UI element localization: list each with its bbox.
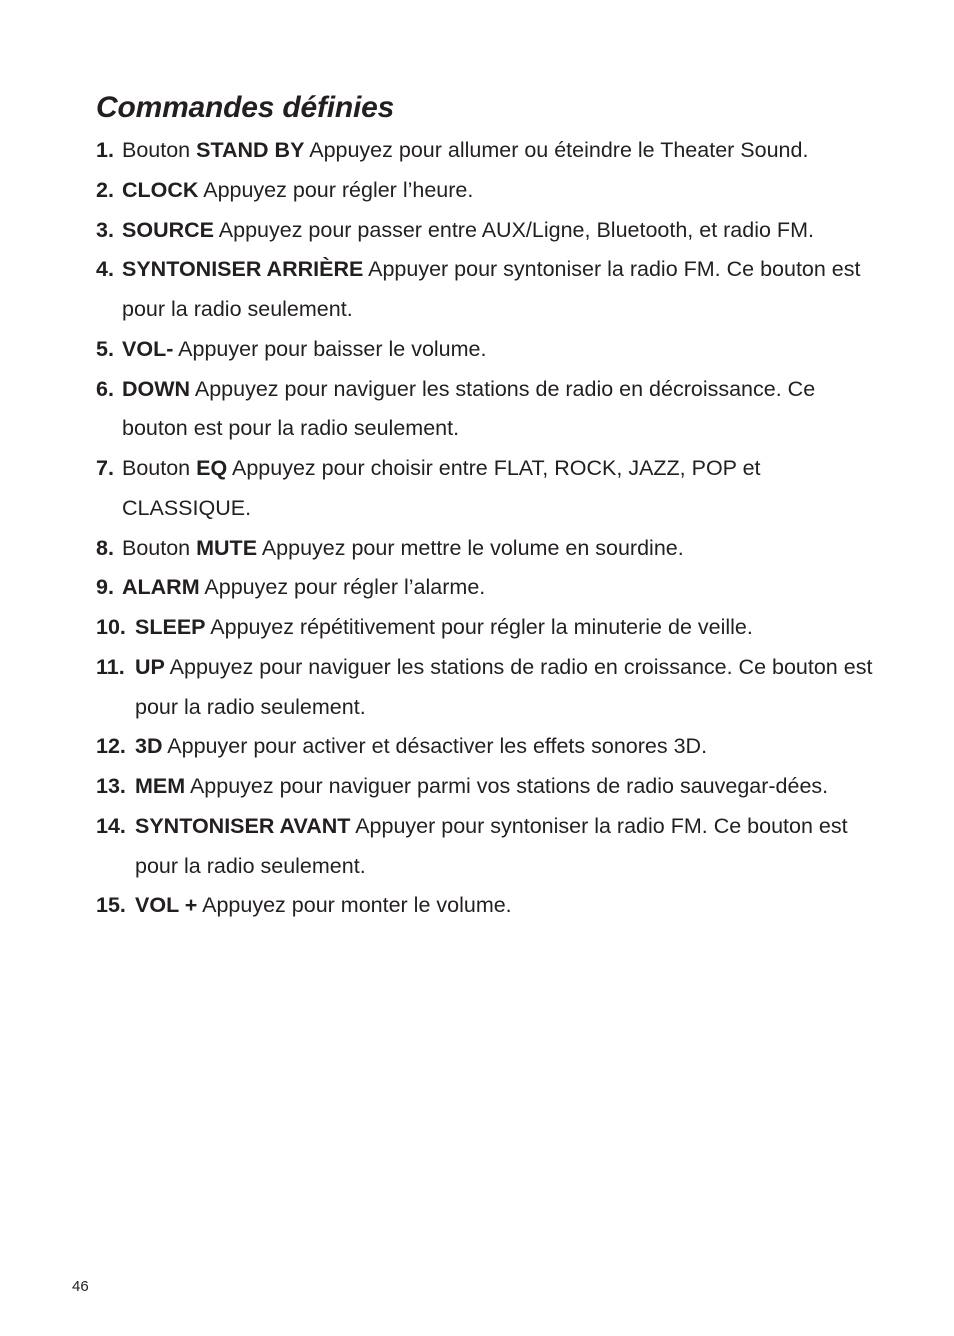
item-text: Appuyez pour régler l’alarme. — [199, 575, 486, 600]
item-body — [135, 608, 876, 648]
item-number: 13. — [96, 774, 126, 798]
item-body — [122, 211, 876, 251]
item-keyword: SLEEP — [135, 615, 206, 639]
item-number: 9. — [96, 575, 114, 600]
item-number: 5. — [96, 336, 114, 361]
item-body — [135, 767, 876, 807]
item-keyword: DOWN — [122, 376, 191, 401]
item-body — [135, 886, 876, 926]
command-item-5 — [96, 330, 876, 370]
item-keyword: SYNTONISER AVANT — [135, 813, 351, 838]
item-keyword: 3D — [135, 734, 163, 759]
item-text: Appuyez pour naviguer parmi vos stations de radio sauvegar-dées. — [185, 774, 829, 798]
item-number: 14. — [96, 813, 126, 838]
item-keyword: SOURCE — [122, 217, 214, 242]
item-keyword: VOL + — [135, 893, 198, 918]
command-item-7 — [96, 449, 876, 529]
item-body — [135, 648, 876, 728]
item-body — [122, 449, 876, 529]
command-item-9 — [96, 568, 876, 608]
item-keyword: EQ — [196, 456, 228, 480]
item-number: 12. — [96, 734, 126, 759]
item-body — [122, 250, 876, 330]
item-body — [135, 807, 876, 887]
command-item-14 — [96, 807, 876, 887]
command-item-8 — [96, 529, 876, 569]
item-keyword: STAND BY — [196, 138, 305, 162]
page-number: 46 — [72, 1278, 89, 1295]
item-number: 11. — [96, 654, 125, 679]
item-text: Appuyer pour activer et désactiver les effets sonores 3D. — [162, 734, 708, 759]
item-body — [122, 370, 876, 450]
item-text: Appuyer pour baisser le volume. — [173, 336, 487, 361]
page-title: Commandes définies — [96, 91, 395, 124]
item-body — [122, 171, 876, 211]
item-keyword: ALARM — [122, 575, 200, 600]
item-body — [135, 727, 876, 767]
item-number: 6. — [96, 376, 114, 401]
item-keyword: UP — [135, 654, 165, 679]
item-keyword: MEM — [135, 774, 186, 798]
item-text: Appuyez pour naviguer les stations de radio en croissance. Ce bouton est pour la radio seulement. — [135, 654, 873, 719]
command-item-4 — [96, 250, 876, 330]
command-item-12 — [96, 727, 876, 767]
item-body — [122, 568, 876, 608]
command-item-10 — [96, 608, 876, 648]
item-text: Appuyez pour choisir entre FLAT, ROCK, JAZZ, POP et CLASSIQUE. — [122, 456, 761, 520]
item-body — [122, 330, 876, 370]
item-keyword: CLOCK — [122, 177, 199, 202]
item-number: 7. — [96, 456, 114, 480]
item-number: 10. — [96, 615, 126, 639]
item-text: Appuyer pour syntoniser la radio FM. Ce bouton est pour la radio seulement. — [122, 257, 861, 321]
item-keyword: VOL- — [122, 336, 174, 361]
item-prefix: Bouton — [122, 535, 197, 560]
item-text: Appuyez répétitivement pour régler la minuterie de veille. — [205, 615, 753, 639]
command-list — [96, 131, 876, 926]
item-text: Appuyer pour syntoniser la radio FM. Ce bouton est pour la radio seulement. — [135, 813, 848, 878]
command-item-6 — [96, 370, 876, 450]
command-item-13 — [96, 767, 876, 807]
item-number: 15. — [96, 893, 126, 918]
item-number: 1. — [96, 138, 114, 162]
item-body — [122, 529, 876, 569]
item-number: 2. — [96, 177, 114, 202]
item-prefix: Bouton — [122, 456, 197, 480]
item-number: 8. — [96, 535, 114, 560]
command-item-11 — [96, 648, 876, 728]
item-number: 4. — [96, 257, 114, 282]
command-item-15 — [96, 886, 876, 926]
item-text: Appuyez pour régler l’heure. — [198, 177, 474, 202]
item-prefix: Bouton — [122, 138, 197, 162]
item-keyword: SYNTONISER ARRIÈRE — [122, 257, 364, 282]
item-text: Appuyez pour mettre le volume en sourdine. — [257, 535, 684, 560]
item-text: Appuyez pour monter le volume. — [197, 893, 512, 918]
item-text: Appuyez pour allumer ou éteindre le Theater Sound. — [304, 138, 809, 162]
command-item-3 — [96, 211, 876, 251]
item-text: Appuyez pour passer entre AUX/Ligne, Bluetooth, et radio FM. — [213, 217, 814, 242]
item-keyword: MUTE — [196, 535, 258, 560]
item-number: 3. — [96, 217, 114, 242]
command-item-1 — [96, 131, 876, 171]
item-text: Appuyez pour naviguer les stations de radio en décroissance. Ce bouton est pour la radio seulement. — [122, 376, 816, 441]
item-body — [122, 131, 876, 171]
command-item-2 — [96, 171, 876, 211]
